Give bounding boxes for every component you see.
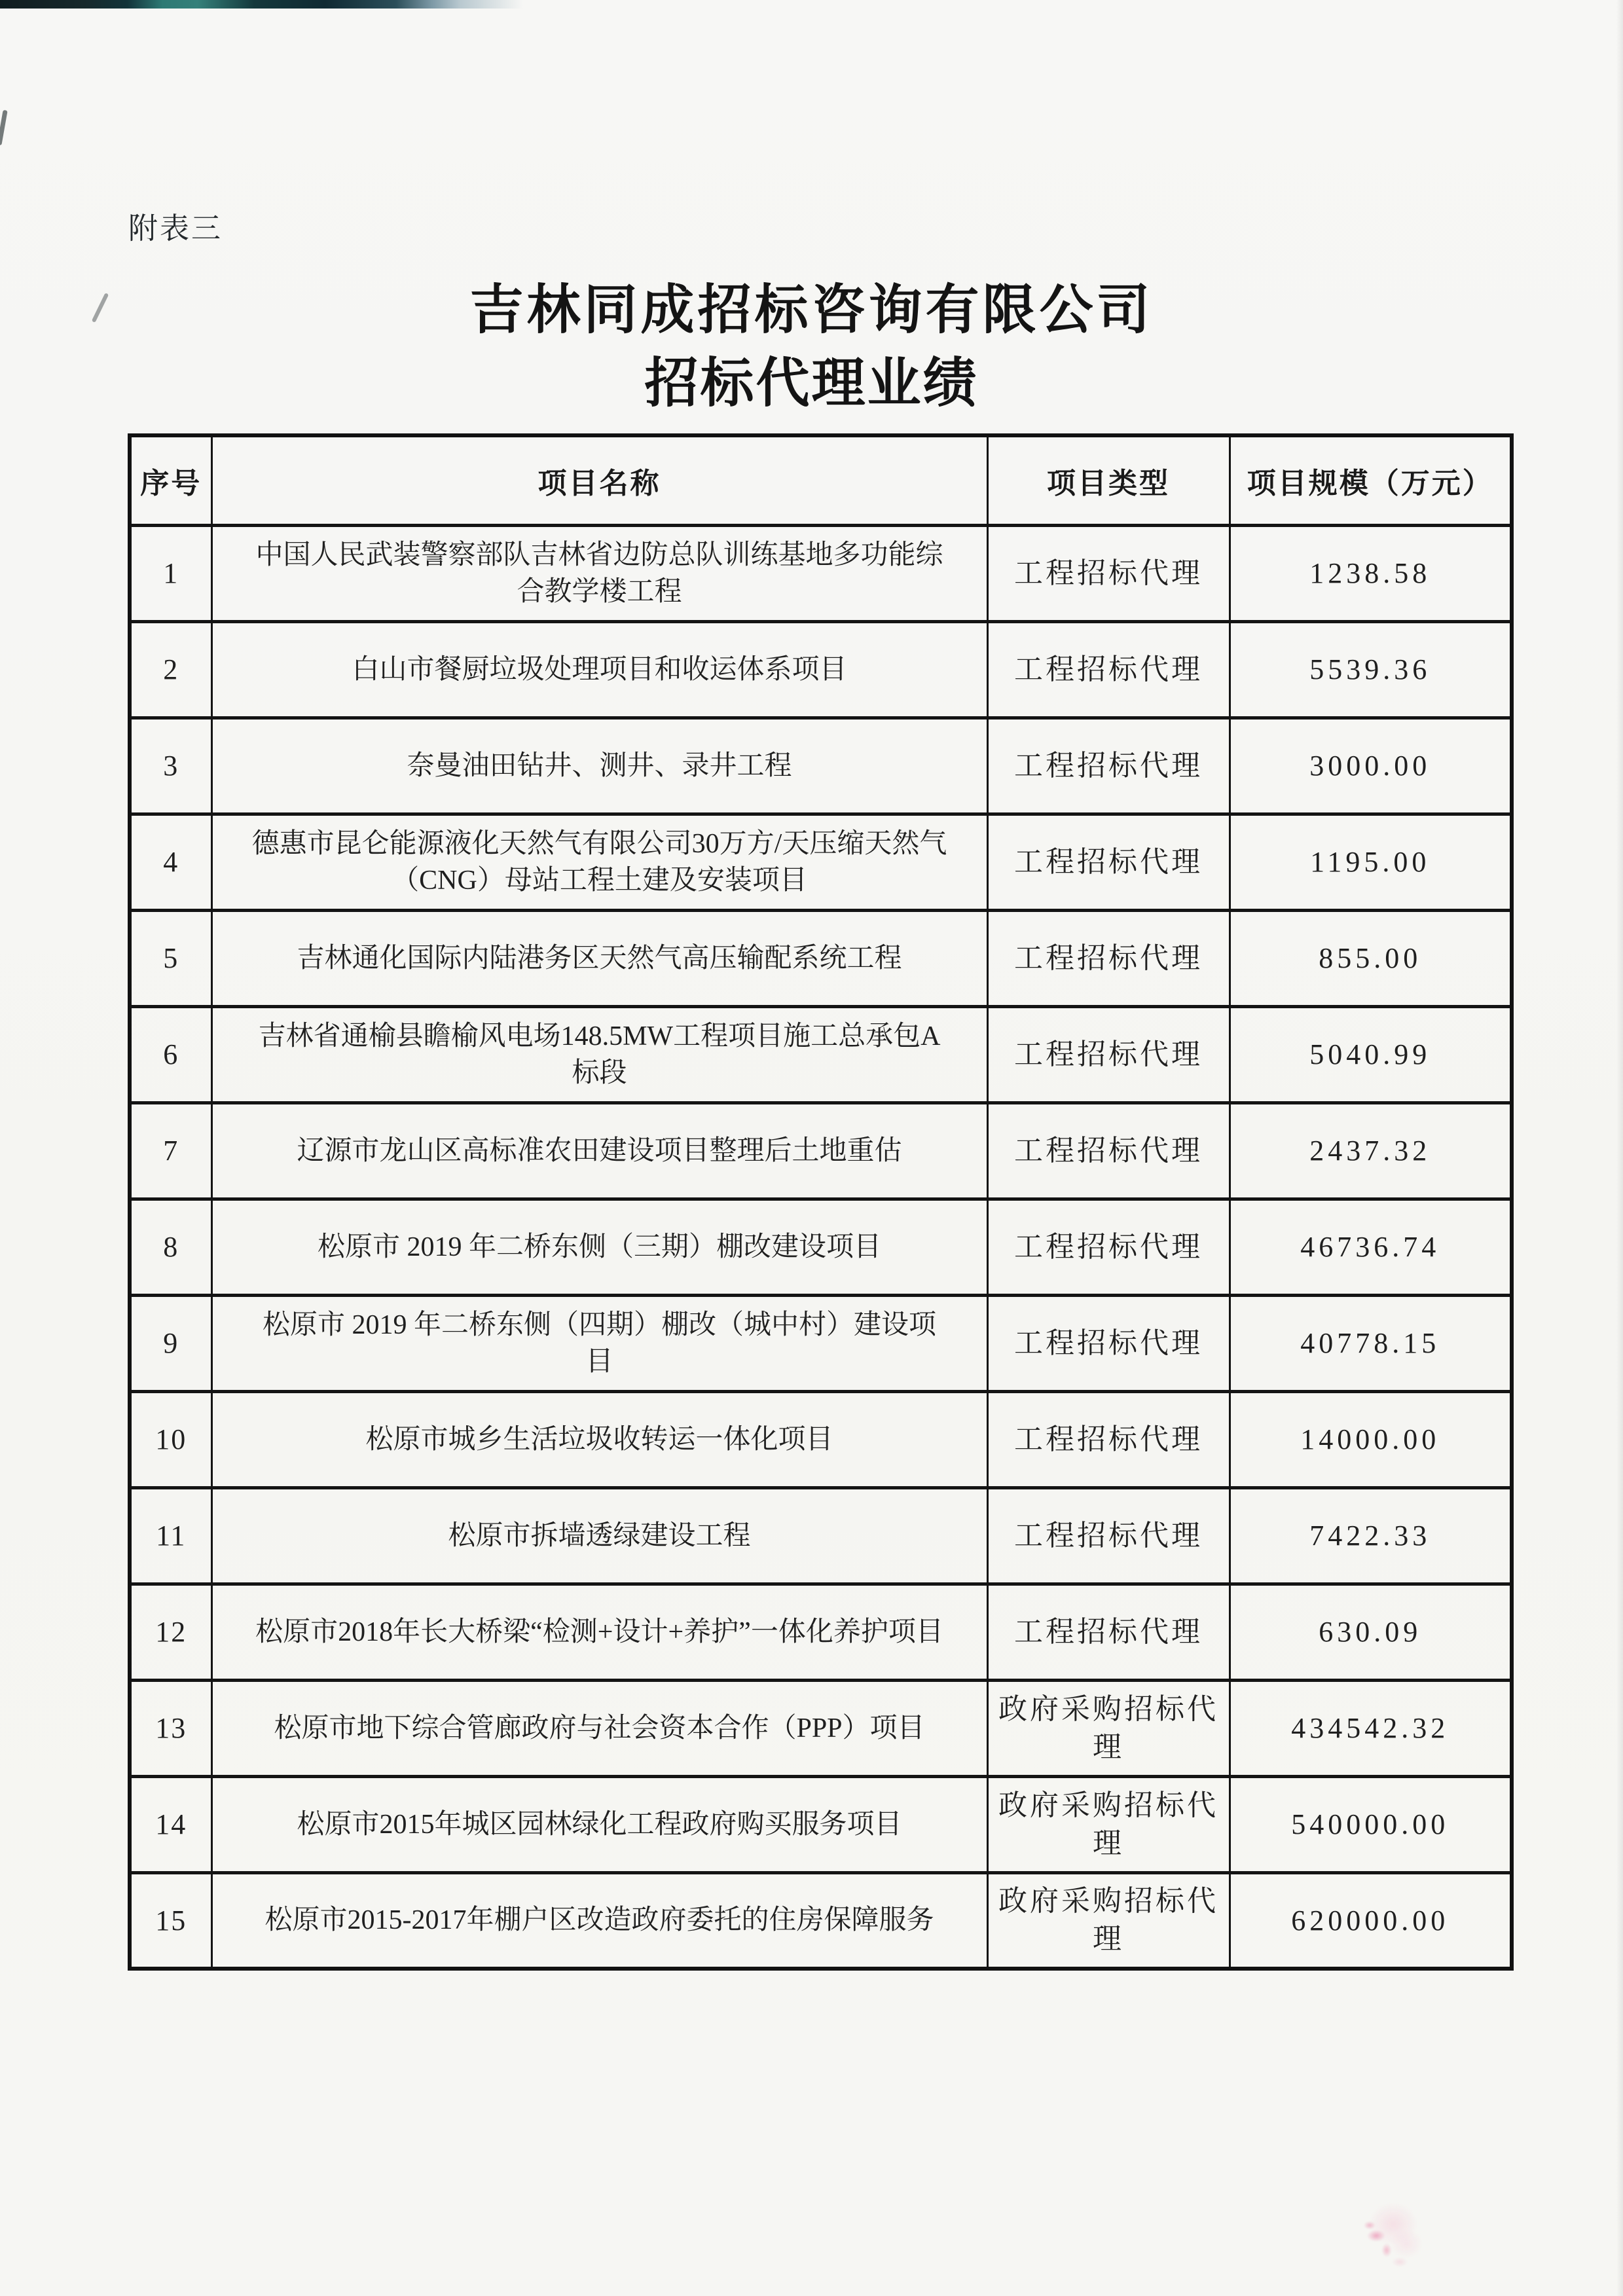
table-header-row (130, 435, 1512, 525)
project-name: 吉林通化国际内陆港务区天然气高压输配系统工程 (211, 910, 987, 1006)
project-type: 工程招标代理 (987, 1584, 1230, 1680)
table-row (130, 525, 1512, 621)
project-type: 工程招标代理 (987, 1391, 1230, 1487)
table-row (130, 910, 1512, 1006)
scan-artifact-top-strip (0, 0, 707, 9)
project-scale: 1238.58 (1230, 525, 1512, 621)
project-type: 工程招标代理 (987, 1295, 1230, 1391)
project-scale: 40778.15 (1230, 1295, 1512, 1391)
row-index: 14 (130, 1776, 211, 1872)
project-scale: 7422.33 (1230, 1487, 1512, 1584)
project-name: 松原市拆墙透绿建设工程 (211, 1487, 987, 1584)
table-row (130, 1199, 1512, 1295)
table-row (130, 1872, 1512, 1969)
header-cell-type: 项目类型 (987, 435, 1230, 525)
project-name: 奈曼油田钻井、测井、录井工程 (211, 718, 987, 814)
row-index: 13 (130, 1680, 211, 1776)
project-type: 工程招标代理 (987, 621, 1230, 718)
table-row (130, 814, 1512, 910)
row-index: 15 (130, 1872, 211, 1969)
project-name: 中国人民武装警察部队吉林省边防总队训练基地多功能综合教学楼工程 (211, 525, 987, 621)
project-scale: 855.00 (1230, 910, 1512, 1006)
row-index: 6 (130, 1006, 211, 1102)
project-name: 松原市地下综合管廊政府与社会资本合作（PPP）项目 (211, 1680, 987, 1776)
project-type: 工程招标代理 (987, 525, 1230, 621)
table-row (130, 1295, 1512, 1391)
row-index: 12 (130, 1584, 211, 1680)
header-cell-scale: 项目规模（万元） (1230, 435, 1512, 525)
header-cell-name: 项目名称 (211, 435, 987, 525)
row-index: 11 (130, 1487, 211, 1584)
project-scale: 2437.32 (1230, 1102, 1512, 1199)
table-row (130, 1487, 1512, 1584)
row-index: 8 (130, 1199, 211, 1295)
project-scale: 630.09 (1230, 1584, 1512, 1680)
table-row (130, 621, 1512, 718)
project-type: 政府采购招标代理 (987, 1680, 1230, 1776)
row-index: 10 (130, 1391, 211, 1487)
project-type: 工程招标代理 (987, 1102, 1230, 1199)
project-type: 工程招标代理 (987, 814, 1230, 910)
table-row (130, 1776, 1512, 1872)
performance-table (128, 433, 1514, 1971)
row-index: 5 (130, 910, 211, 1006)
project-name: 松原市2015年城区园林绿化工程政府购买服务项目 (211, 1776, 987, 1872)
table-row (130, 1006, 1512, 1102)
project-name: 松原市2018年长大桥梁“检测+设计+养护”一体化养护项目 (211, 1584, 987, 1680)
table-row (130, 1584, 1512, 1680)
project-type: 工程招标代理 (987, 1199, 1230, 1295)
row-index: 4 (130, 814, 211, 910)
project-name: 松原市2015-2017年棚户区改造政府委托的住房保障服务 (211, 1872, 987, 1969)
table-row (130, 1102, 1512, 1199)
project-name: 德惠市昆仑能源液化天然气有限公司30万方/天压缩天然气（CNG）母站工程土建及安装项目 (211, 814, 987, 910)
project-type: 工程招标代理 (987, 1487, 1230, 1584)
header-cell-seq: 序号 (130, 435, 211, 525)
row-index: 7 (130, 1102, 211, 1199)
row-index: 9 (130, 1295, 211, 1391)
scan-artifact-left-edge-mark (0, 110, 8, 145)
table-row (130, 1391, 1512, 1487)
project-type: 工程招标代理 (987, 910, 1230, 1006)
row-index: 2 (130, 621, 211, 718)
project-scale: 5040.99 (1230, 1006, 1512, 1102)
document-title (0, 274, 1623, 420)
project-scale: 46736.74 (1230, 1199, 1512, 1295)
project-name: 松原市 2019 年二桥东侧（三期）棚改建设项目 (211, 1199, 987, 1295)
project-scale: 5539.36 (1230, 621, 1512, 718)
project-name: 吉林省通榆县瞻榆风电场148.5MW工程项目施工总承包A标段 (211, 1006, 987, 1102)
project-scale: 1195.00 (1230, 814, 1512, 910)
attachment-label: 附表三 (128, 212, 223, 245)
project-scale: 14000.00 (1230, 1391, 1512, 1487)
project-type: 政府采购招标代理 (987, 1872, 1230, 1969)
scan-artifact-pink-smudge (1342, 2183, 1440, 2278)
project-scale: 540000.00 (1230, 1776, 1512, 1872)
row-index: 1 (130, 525, 211, 621)
table-row (130, 1680, 1512, 1776)
row-index: 3 (130, 718, 211, 814)
document-subtitle: 招标代理业绩 (644, 354, 979, 413)
project-type: 政府采购招标代理 (987, 1776, 1230, 1872)
table-row (130, 718, 1512, 814)
project-scale: 434542.32 (1230, 1680, 1512, 1776)
project-type: 工程招标代理 (987, 1006, 1230, 1102)
project-type: 工程招标代理 (987, 718, 1230, 814)
project-scale: 3000.00 (1230, 718, 1512, 814)
project-name: 松原市城乡生活垃圾收转运一体化项目 (211, 1391, 987, 1487)
company-name-title: 吉林同成招标咨询有限公司 (469, 280, 1154, 340)
project-name: 松原市 2019 年二桥东侧（四期）棚改（城中村）建设项目 (211, 1295, 987, 1391)
project-name: 辽源市龙山区高标准农田建设项目整理后土地重估 (211, 1102, 987, 1199)
table-body (130, 525, 1512, 1969)
project-scale: 620000.00 (1230, 1872, 1512, 1969)
project-name: 白山市餐厨垃圾处理项目和收运体系项目 (211, 621, 987, 718)
